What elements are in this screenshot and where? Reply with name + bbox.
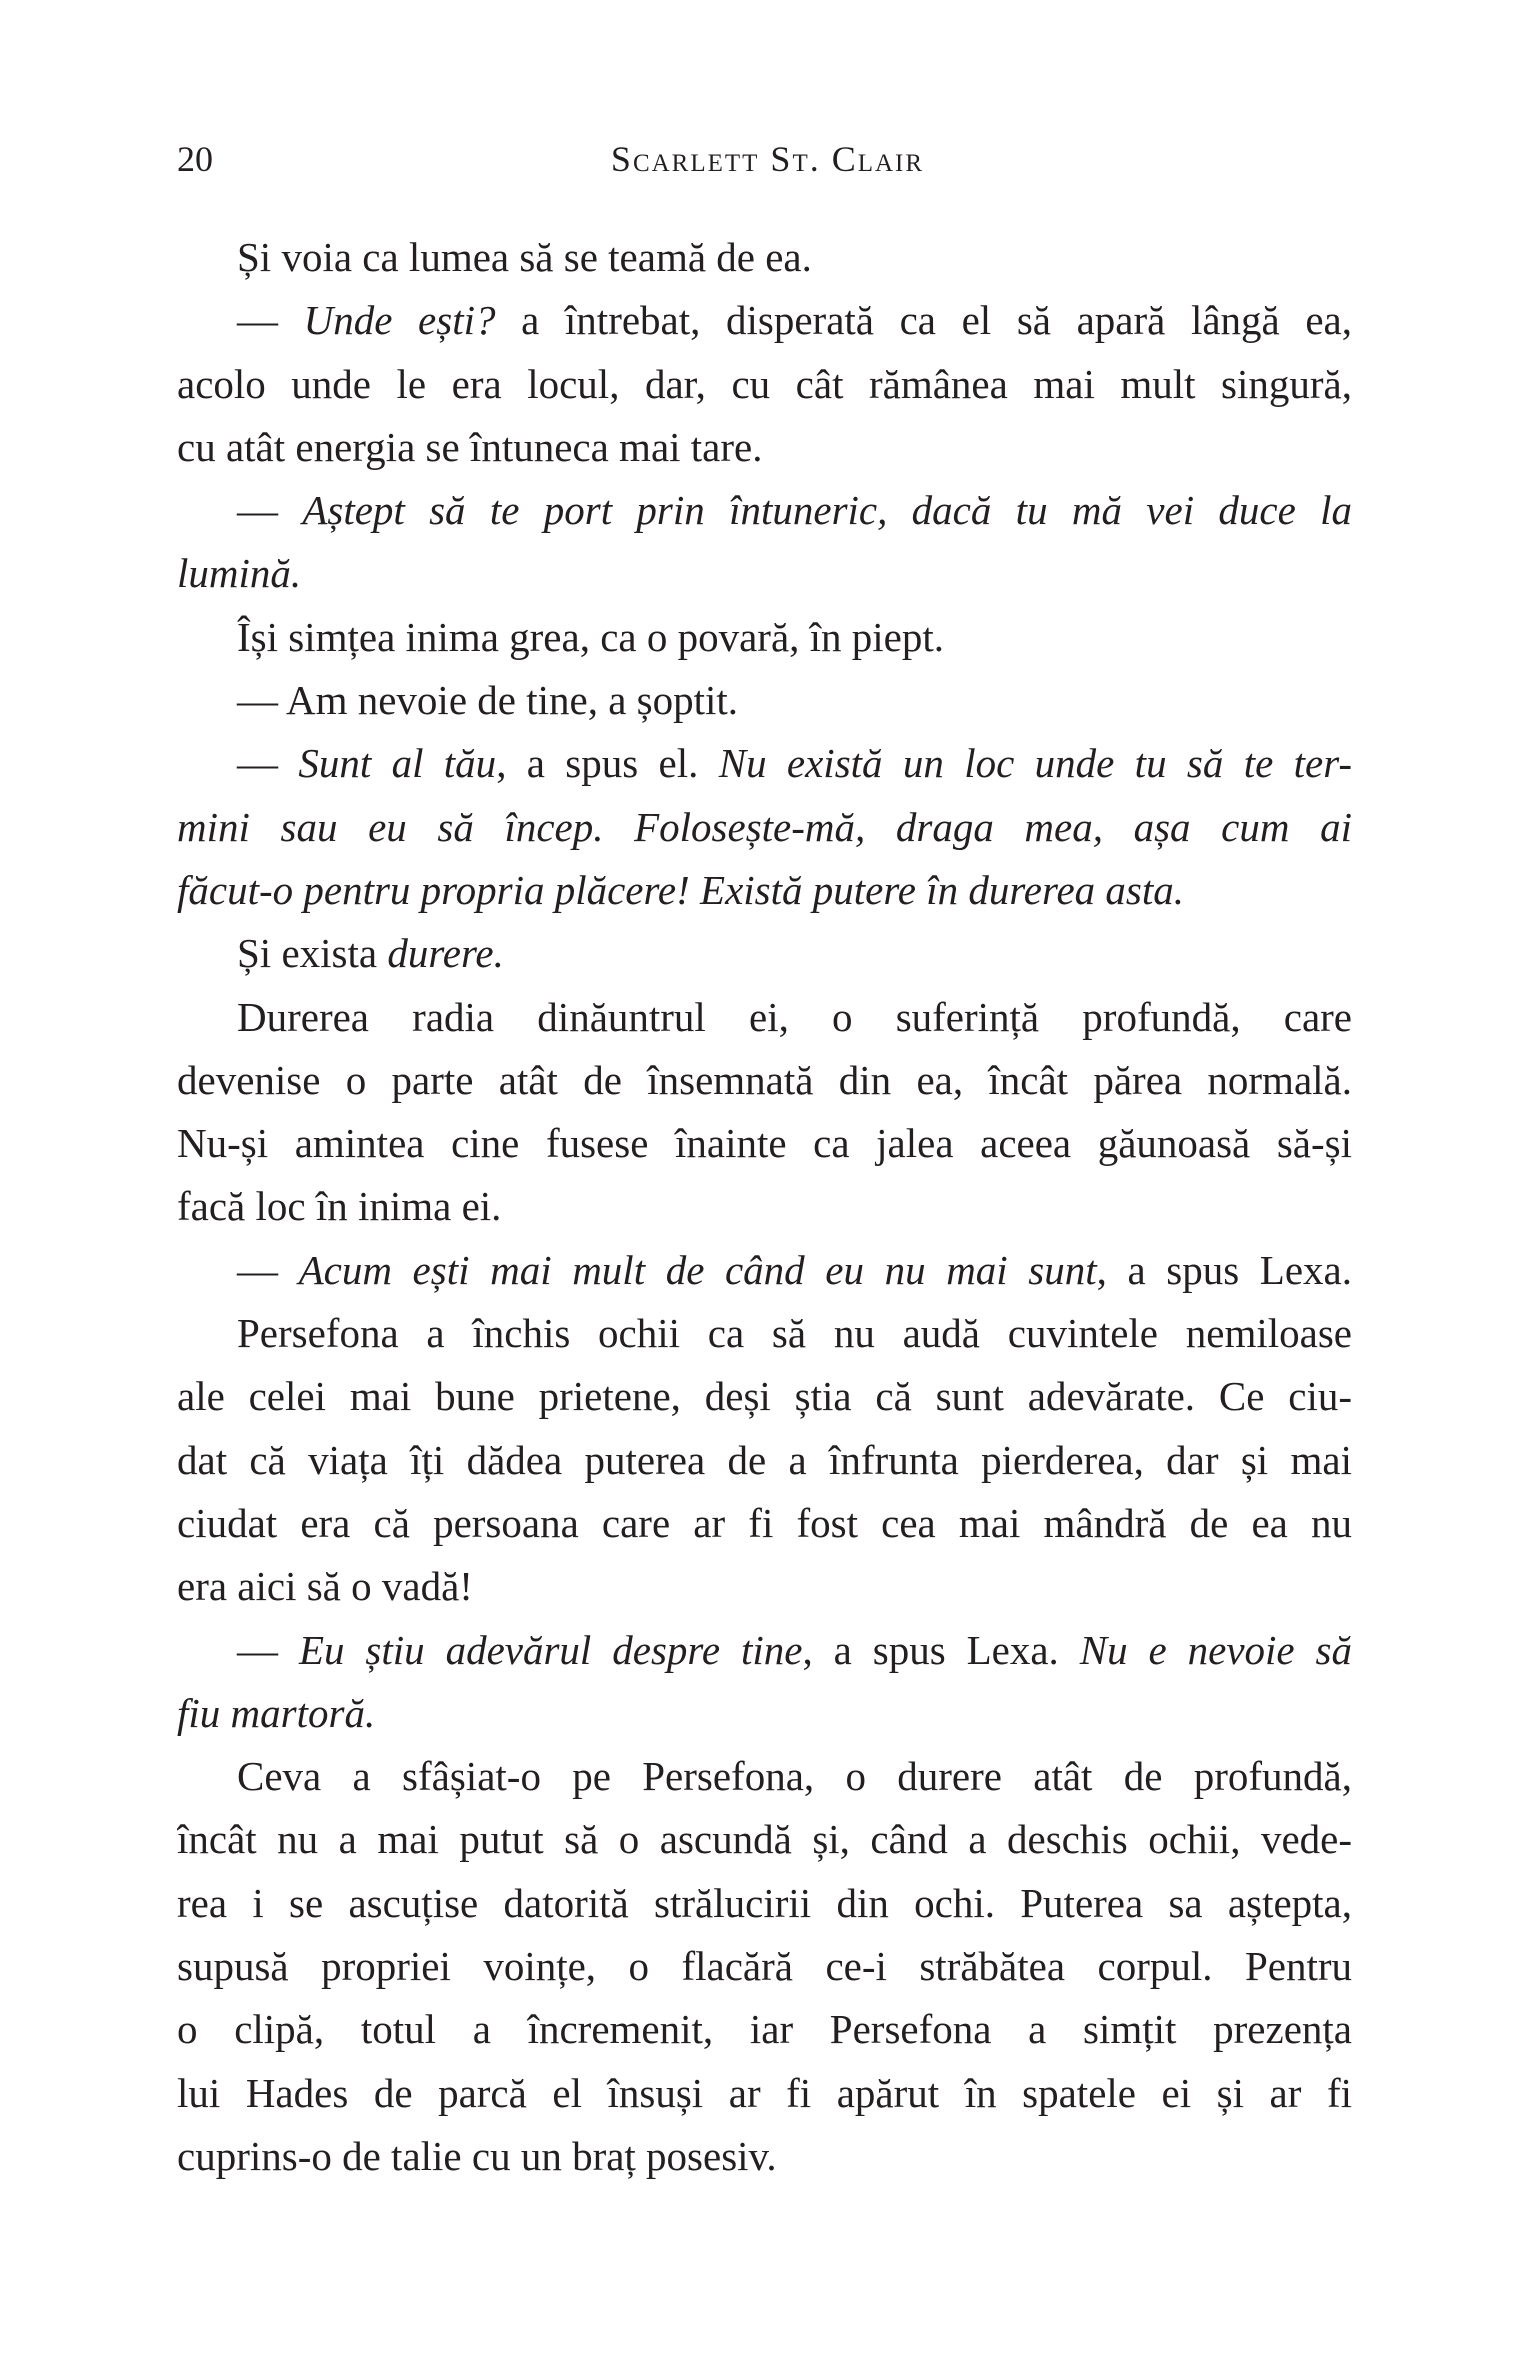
text-line [177,1239,1352,1302]
text-segment: Durerea radia dinăuntrul ei, o suferință profundă, care [237,993,1352,1040]
text-segment: cu atât energia se întuneca mai tare. [177,423,763,470]
text-line [177,1808,1352,1871]
text-line [177,2125,1352,2188]
italic-text-segment: Aștept să te port prin întuneric, dacă tu mă vei duce la [302,487,1352,534]
text-segment: — [237,1626,299,1673]
text-line [177,353,1352,416]
text-segment: — [237,487,303,534]
text-segment: Și exista [237,930,388,977]
text-segment: — [237,740,299,787]
text-segment: Persefona a închis ochii ca să nu audă cuvintele nemiloase [237,1310,1352,1357]
text-line [177,1745,1352,1808]
text-segment: — Am nevoie de tine, a șoptit. [237,677,739,724]
text-segment: dat că viața îți dădea puterea de a înfrunta pierderea, dar și mai [177,1436,1352,1483]
text-line [177,226,1352,289]
text-line [177,1175,1352,1238]
text-line [177,1555,1352,1618]
text-segment: ciudat era că persoana care ar fi fost cea mai mândră de ea nu [177,1499,1352,1546]
text-line [177,1872,1352,1935]
text-segment: supusă propriei voințe, o flacără ce-i străbătea corpul. Pentru [177,1943,1352,1990]
text-line [177,986,1352,1049]
text-line [177,479,1352,542]
text-segment: a întrebat, disperată ca el să apară lângă ea, [495,297,1352,344]
text-segment: Nu-și amintea cine fusese înainte ca jalea aceea găunoasă să-și [177,1120,1352,1167]
page-number: 20 [177,139,213,179]
italic-text-segment: Nu e nevoie să [1079,1626,1352,1673]
text-segment: ale celei mai bune prietene, deși știa că sunt adevărate. Ce ciu- [177,1373,1352,1420]
text-line [177,1429,1352,1492]
text-segment: cuprins-o de talie cu un braț posesiv. [177,2132,777,2179]
text-line [177,732,1352,795]
italic-text-segment: Acum ești mai mult de când eu nu mai sunt [298,1246,1097,1293]
text-segment: Și voia ca lumea să se teamă de ea. [237,234,812,280]
running-head-author: Scarlett St. Clair [610,139,925,179]
text-line [177,1492,1352,1555]
text-line [177,1112,1352,1175]
text-line [177,859,1352,922]
text-line [177,1049,1352,1112]
text-line [177,2062,1352,2125]
text-line [177,1365,1352,1428]
text-segment: era aici să o vadă! [177,1563,473,1610]
italic-text-segment: Unde ești? [303,297,496,344]
italic-text-segment: Nu există un loc unde tu să te ter- [718,740,1352,787]
text-line [177,416,1352,479]
text-segment: , a spus Lexa. [1096,1246,1352,1293]
text-segment: Își simțea inima grea, ca o povară, în piept. [237,613,945,660]
italic-text-segment: Sunt al tău [298,740,497,787]
text-line [177,1302,1352,1365]
italic-text-segment: făcut-o pentru propria plăcere! Există putere în durerea asta. [177,866,1184,913]
text-line [177,922,1352,985]
text-segment: Ceva a sfâșiat-o pe Persefona, o durere atât de profundă, [237,1753,1352,1800]
italic-text-segment: durere. [387,930,504,977]
text-line [177,289,1352,352]
text-segment: încât nu a mai putut să o ascundă și, când a deschis ochii, vede- [177,1816,1352,1863]
text-line [177,606,1352,669]
text-line [177,1935,1352,1998]
text-segment: , a spus el. [496,740,719,787]
text-segment: , a spus Lexa. [802,1626,1080,1673]
text-segment: — [237,297,304,344]
italic-text-segment: Eu știu adevărul despre tine [298,1626,803,1673]
italic-text-segment: mini sau eu să încep. Folosește-mă, draga mea, așa cum ai [177,803,1352,850]
text-segment: facă loc în inima ei. [177,1183,502,1230]
text-segment: o clipă, totul a încremenit, iar Persefona a simțit prezența [177,2006,1352,2053]
italic-text-segment: fiu martoră. [177,1689,376,1736]
italic-text-segment: lumină. [177,550,302,597]
text-line [177,1998,1352,2061]
text-line [177,1682,1352,1745]
text-segment: lui Hades de parcă el însuși ar fi apărut în spatele ei și ar fi [177,2069,1352,2116]
text-segment: — [237,1246,299,1293]
text-line [177,669,1352,732]
text-line [177,542,1352,605]
text-segment: acolo unde le era locul, dar, cu cât rămânea mai mult singură, [177,360,1352,407]
body-text [177,226,1352,2188]
text-line [177,1619,1352,1682]
text-segment: devenise o parte atât de însemnată din ea, încât părea normală. [177,1056,1352,1103]
text-line [177,796,1352,859]
text-segment: rea i se ascuțise datorită strălucirii din ochi. Puterea sa aștepta, [177,1879,1352,1926]
